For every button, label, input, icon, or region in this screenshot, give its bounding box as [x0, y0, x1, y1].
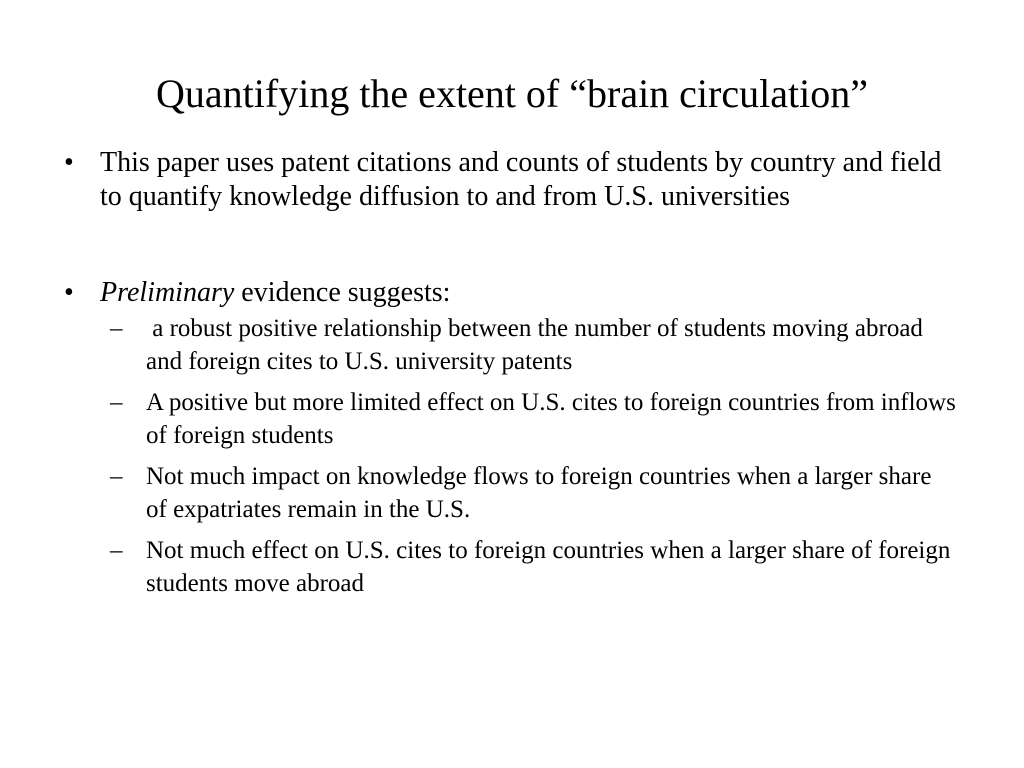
- sub-bullet-item: [110, 312, 958, 378]
- bullet-text: evidence suggests:: [234, 277, 451, 308]
- bullet-item-evidence: [64, 276, 964, 600]
- bullet-list: [64, 146, 964, 608]
- bullet-text: This paper uses patent citations and counts of students by country and field to quantify knowledge diffusion to and from U.S. universities: [100, 147, 942, 212]
- dash-marker: –: [110, 315, 123, 342]
- dash-marker: –: [110, 389, 123, 416]
- bullet-italic-lead: Preliminary: [100, 277, 235, 308]
- sub-bullet-text: Not much effect on U.S. cites to foreign countries when a larger share of foreign students move abroad: [146, 537, 951, 597]
- sub-bullet-item: [110, 460, 958, 526]
- sub-bullet-text: Not much impact on knowledge flows to foreign countries when a larger share of expatriates remain in the U.S.: [146, 463, 932, 523]
- sub-bullet-item: [110, 386, 958, 452]
- bullet-item-paper-method: [64, 146, 964, 214]
- sub-bullet-list: [100, 312, 964, 600]
- sub-bullet-item: [110, 534, 958, 600]
- sub-bullet-text: a robust positive relationship between the number of students moving abroad and foreign cites to U.S. university patents: [146, 315, 930, 375]
- dash-marker: –: [110, 463, 123, 490]
- bullet-marker: •: [64, 277, 74, 308]
- dash-marker: –: [110, 537, 123, 564]
- slide-title: Quantifying the extent of “brain circulation”: [156, 71, 868, 116]
- bullet-marker: •: [64, 147, 74, 178]
- sub-bullet-text: A positive but more limited effect on U.S. cites to foreign countries from inflows of foreign students: [146, 389, 956, 449]
